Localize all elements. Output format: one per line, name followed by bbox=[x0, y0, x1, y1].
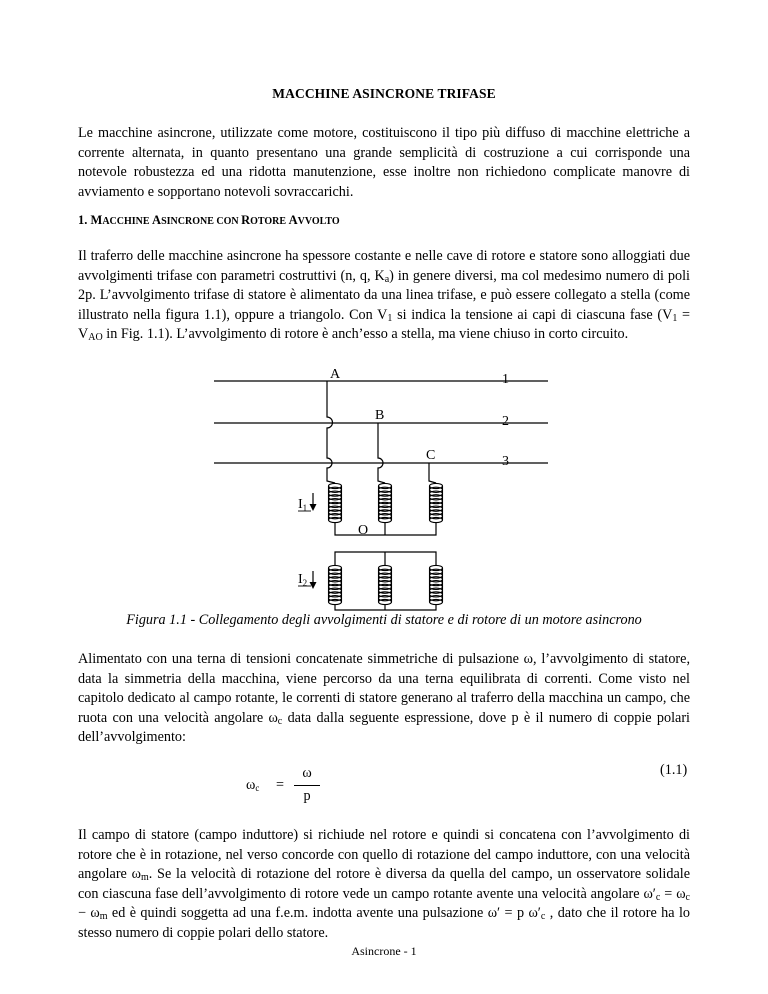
document-title: MACCHINE ASINCRONE TRIFASE bbox=[272, 86, 496, 101]
label-i1: $I_1$ bbox=[298, 497, 308, 513]
stator-coil-phase-b bbox=[379, 483, 392, 522]
label-star-point-o: O bbox=[358, 523, 369, 538]
intro-paragraph: Le macchine asincrone, utilizzate come motore, costituiscono il tipo più diffuso di macchine elettriche a corrente alternata, in quanto presentano una grande semplicità di costruzione a cui corrisponde una notevole robustezza ed una ridotta manutenzione, esse inoltre non richiedono complicate manovre di avviamento e sopportano notevoli sovraccarichi. bbox=[78, 125, 690, 200]
page-footer: Asincrone - 1 bbox=[351, 944, 417, 958]
rotor-coil-phase-c bbox=[430, 565, 443, 604]
document-page: MACCHINE ASINCRONE TRIFASE Le macchine asincrone, utilizzate come motore, costituiscono il tipo più diffuso di macchine elettriche a corrente alternata, in quanto presentano una grande semplicità di costruzione a cui corrisponde una notevole robustezza ed una ridotta manutenzione, esse inoltre non richiedono complicate manovre di avviamento e sopportano notevoli sovraccarichi. 1. MACCHINE ASINCRONE CON ROTORE AVVOLTO Il traferro delle macchine asincrone ha spessore costante e nelle cave di rotore e statore sono alloggiati due avvolgimenti trifase con parametri costruttivi (n, q, $K_a$) in genere diversi, ma col medesimo numero di poli 2p. L’avvolgimento trifase di statore è alimentato da una linea trifase, e può essere collegato a stella (come illustrato nella figura 1.1), oppure a triangolo. Con $V_1$ si indica la tensione ai capi di ciascuna fase ($V_1 = V_{AO}$ in Fig. 1.1). L’avvolgimento di rotore è anch’esso a stella, ma viene chiuso in corto circuito. A B C 1 2 3 O $I_1$ $I_2$ Figura 1.1 - Collegamento degli avvolgimenti di statore e di rotore di un motore asincrono Alimentato con una terna di tensioni concatenate simmetriche di pulsazione ω, l’avvolgimento di statore, data la simmetria della macchina, viene percorso da una terna equilibrata di correnti. Come visto nel capitolo dedicato al campo rotante, le correnti di statore generano al traferro della macchina un campo, che ruota con una velocità angolare $\omega_c$ data dalla seguente espressione, dove p è il numero di coppie polari dell’avvolgimento: $\omega_c$ = ω p (1.1) Il campo di statore (campo induttore) si richiude nel rotore e quindi si concatena con l’avvolgimento di rotore che è in rotazione, nel verso concorde con quello di rotazione del campo induttore, con una velocità angolare $\omega_m$. Se la velocità di rotazione del rotore è diversa da quella del campo, un osservatore solidale con ciascuna fase dell’avvolgimento di rotore vede un campo rotante avente una velocità angolare $\omega'_c = \omega_c - \omega_m$ ed è quindi soggetta ad una f.e.m. indotta avente una pulsazione ω′ = p $\omega'_c$ , dato che il rotore ha lo stesso numero di coppie polari dello statore. Asincrone - 1 bbox=[0, 0, 768, 994]
paragraph-windings: Il traferro delle macchine asincrone ha spessore costante e nelle cave di rotore e statore sono alloggiati due avvolgimenti trifase con parametri costruttivi (n, q, $K_a$) in genere diversi, ma col medesimo numero di poli 2p. L’avvolgimento trifase di statore è alimentato da una linea trifase, e può essere collegato a stella (come illustrato nella figura 1.1), oppure a triangolo. Con $V_1$ si indica la tensione ai capi di ciascuna fase ($V_1 = V_{AO}$ in Fig. 1.1). L’avvolgimento di rotore è anch’esso a stella, ma viene chiuso in corto circuito. bbox=[78, 248, 691, 343]
stator-coil-phase-c bbox=[430, 483, 443, 522]
rotor-coils bbox=[329, 565, 443, 604]
rotor-coil-phase-a bbox=[329, 565, 342, 604]
label-line-3: 3 bbox=[502, 454, 509, 469]
label-node-c: C bbox=[426, 448, 436, 463]
conductor-b bbox=[378, 423, 385, 483]
paragraph-rotor-speed: Il campo di statore (campo induttore) si richiude nel rotore e quindi si concatena con l’avvolgimento di rotore che è in rotazione, nel verso concorde con quello di rotazione del campo induttore, con una velocità angolare $\omega_m$. Se la velocità di rotazione del rotore è diversa da quella del campo, un osservatore solidale con ciascuna fase dell’avvolgimento di rotore vede un campo rotante avente una velocità angolare $\omega'_c = \omega_c - \omega_m$ ed è quindi soggetta ad una f.e.m. indotta avente una pulsazione ω′ = p $\omega'_c$ , dato che il rotore ha lo stesso numero di coppie polari dello statore. bbox=[78, 827, 691, 941]
stator-coils bbox=[329, 483, 443, 522]
figure-caption: Figura 1.1 - Collegamento degli avvolgimenti di statore e di rotore di un motore asincrono bbox=[126, 612, 642, 628]
rotor-coil-phase-b bbox=[379, 565, 392, 604]
label-node-a: A bbox=[330, 367, 341, 382]
label-line-1: 1 bbox=[502, 372, 509, 387]
paragraph-rotating-field: Alimentato con una terna di tensioni concatenate simmetriche di pulsazione ω, l’avvolgimento di statore, data la simmetria della macchina, viene percorso da una terna equilibrata di correnti. Come visto nel capitolo dedicato al campo rotante, le correnti di statore generano al traferro della macchina un campo, che ruota con una velocità angolare $\omega_c$ data dalla seguente espressione, dove p è il numero di coppie polari dell’avvolgimento: bbox=[78, 651, 690, 745]
label-node-b: B bbox=[375, 408, 385, 423]
label-i2: $I_2$ bbox=[298, 572, 308, 588]
conductor-c bbox=[429, 463, 436, 483]
equation-number: (1.1) bbox=[660, 762, 688, 778]
section-heading: 1. MACCHINE ASINCRONE CON ROTORE AVVOLTO bbox=[78, 213, 340, 227]
conductor-a bbox=[327, 381, 335, 483]
label-line-2: 2 bbox=[502, 414, 509, 429]
stator-coil-phase-a bbox=[329, 483, 342, 522]
